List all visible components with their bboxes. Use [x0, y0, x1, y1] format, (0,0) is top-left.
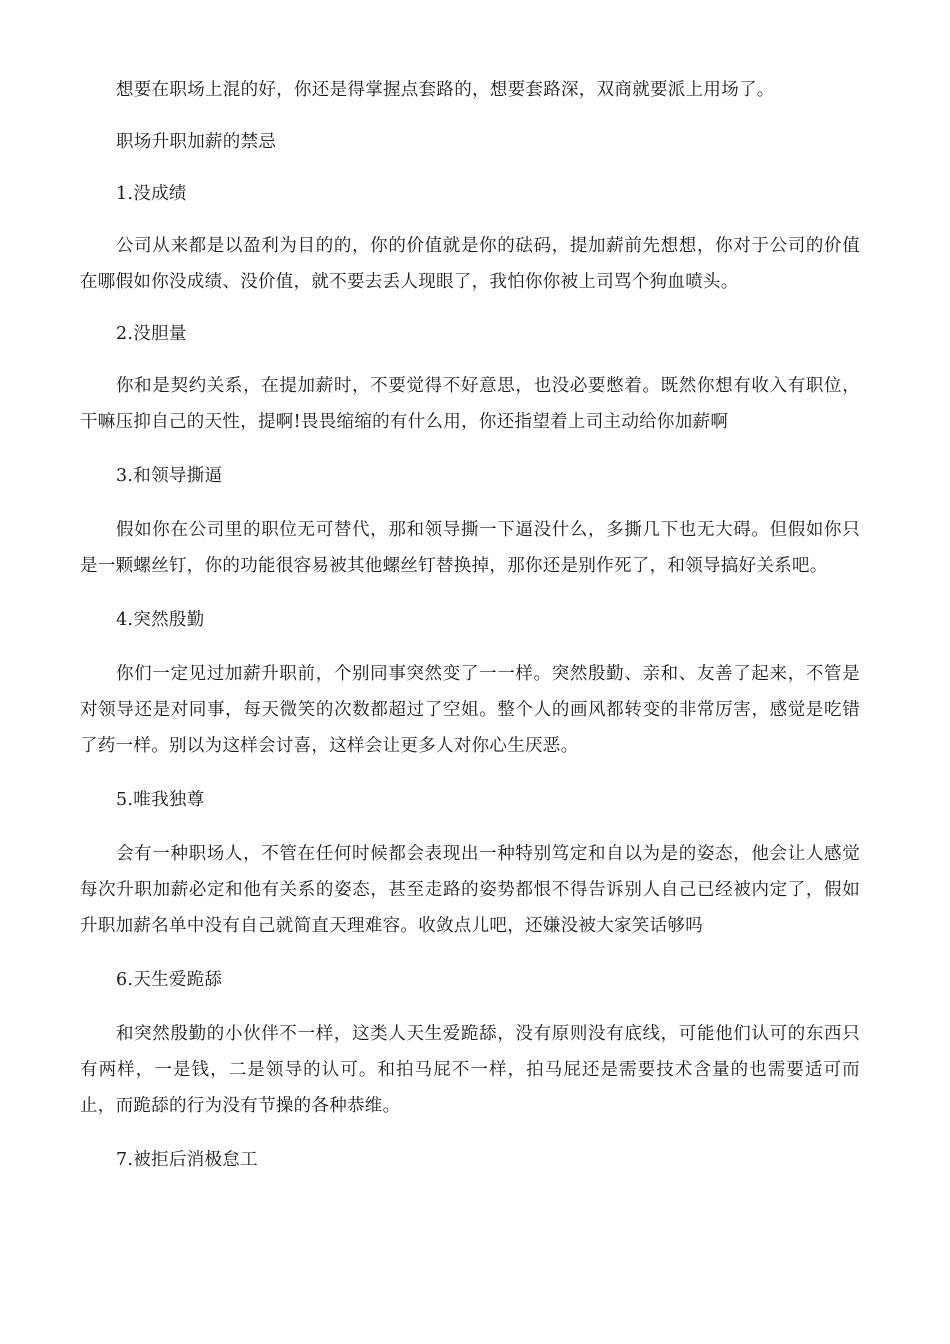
- item-body-3: 假如你在公司里的职位无可替代，那和领导撕一下逼没什么，多撕几下也无大碍。但假如你只是一颗螺丝钉，你的功能很容易被其他螺丝钉替换掉，那你还是别作死了，和领导搞好关系吧。: [80, 520, 860, 576]
- section-heading: 职场升职加薪的禁忌: [116, 132, 277, 152]
- item-body-4: 你们一定见过加薪升职前，个别同事突然变了一一样。突然殷勤、亲和、友善了起来，不管是对领导还是对同事，每天微笑的次数都超过了空姐。整个人的画风都转变的非常厉害，感觉是吃错了药一样。别以为这样会讨喜，这样会让更多人对你心生厌恶。: [80, 664, 860, 756]
- item-heading-4: 4.突然殷勤: [116, 610, 205, 630]
- document-page: [80, 72, 860, 1178]
- intro-paragraph: 想要在职场上混的好，你还是得掌握点套路的，想要套路深，双商就要派上用场了。: [116, 80, 775, 100]
- item-heading-2: 2.没胆量: [116, 324, 187, 344]
- item-heading-6: 6.天生爱跪舔: [116, 970, 223, 990]
- item-body-5: 会有一种职场人，不管在任何时候都会表现出一种特别笃定和自以为是的姿态，他会让人感觉每次升职加薪必定和他有关系的姿态，甚至走路的姿势都恨不得告诉别人自己已经被内定了，假如升职加薪名单中没有自己就简直天理难容。收敛点儿吧，还嫌没被大家笑话够吗: [80, 844, 860, 936]
- item-heading-5: 5.唯我独尊: [116, 790, 205, 810]
- item-body-6: 和突然殷勤的小伙伴不一样，这类人天生爱跪舔，没有原则没有底线，可能他们认可的东西只有两样，一是钱，二是领导的认可。和拍马屁不一样，拍马屁还是需要技术含量的也需要适可而止，而跪舔的行为没有节操的各种恭维。: [80, 1024, 860, 1116]
- item-heading-3: 3.和领导撕逼: [116, 466, 223, 486]
- item-body-2: 你和是契约关系，在提加薪时，不要觉得不好意思，也没必要憋着。既然你想有收入有职位，干嘛压抑自己的天性，提啊!畏畏缩缩的有什么用，你还指望着上司主动给你加薪啊: [80, 376, 860, 432]
- item-heading-7: 7.被拒后消极怠工: [116, 1150, 258, 1170]
- item-heading-1: 1.没成绩: [116, 184, 187, 204]
- item-body-1: 公司从来都是以盈利为目的的，你的价值就是你的砝码，提加薪前先想想，你对于公司的价值在哪假如你没成绩、没价值，就不要去丢人现眼了，我怕你你被上司骂个狗血喷头。: [80, 236, 860, 292]
